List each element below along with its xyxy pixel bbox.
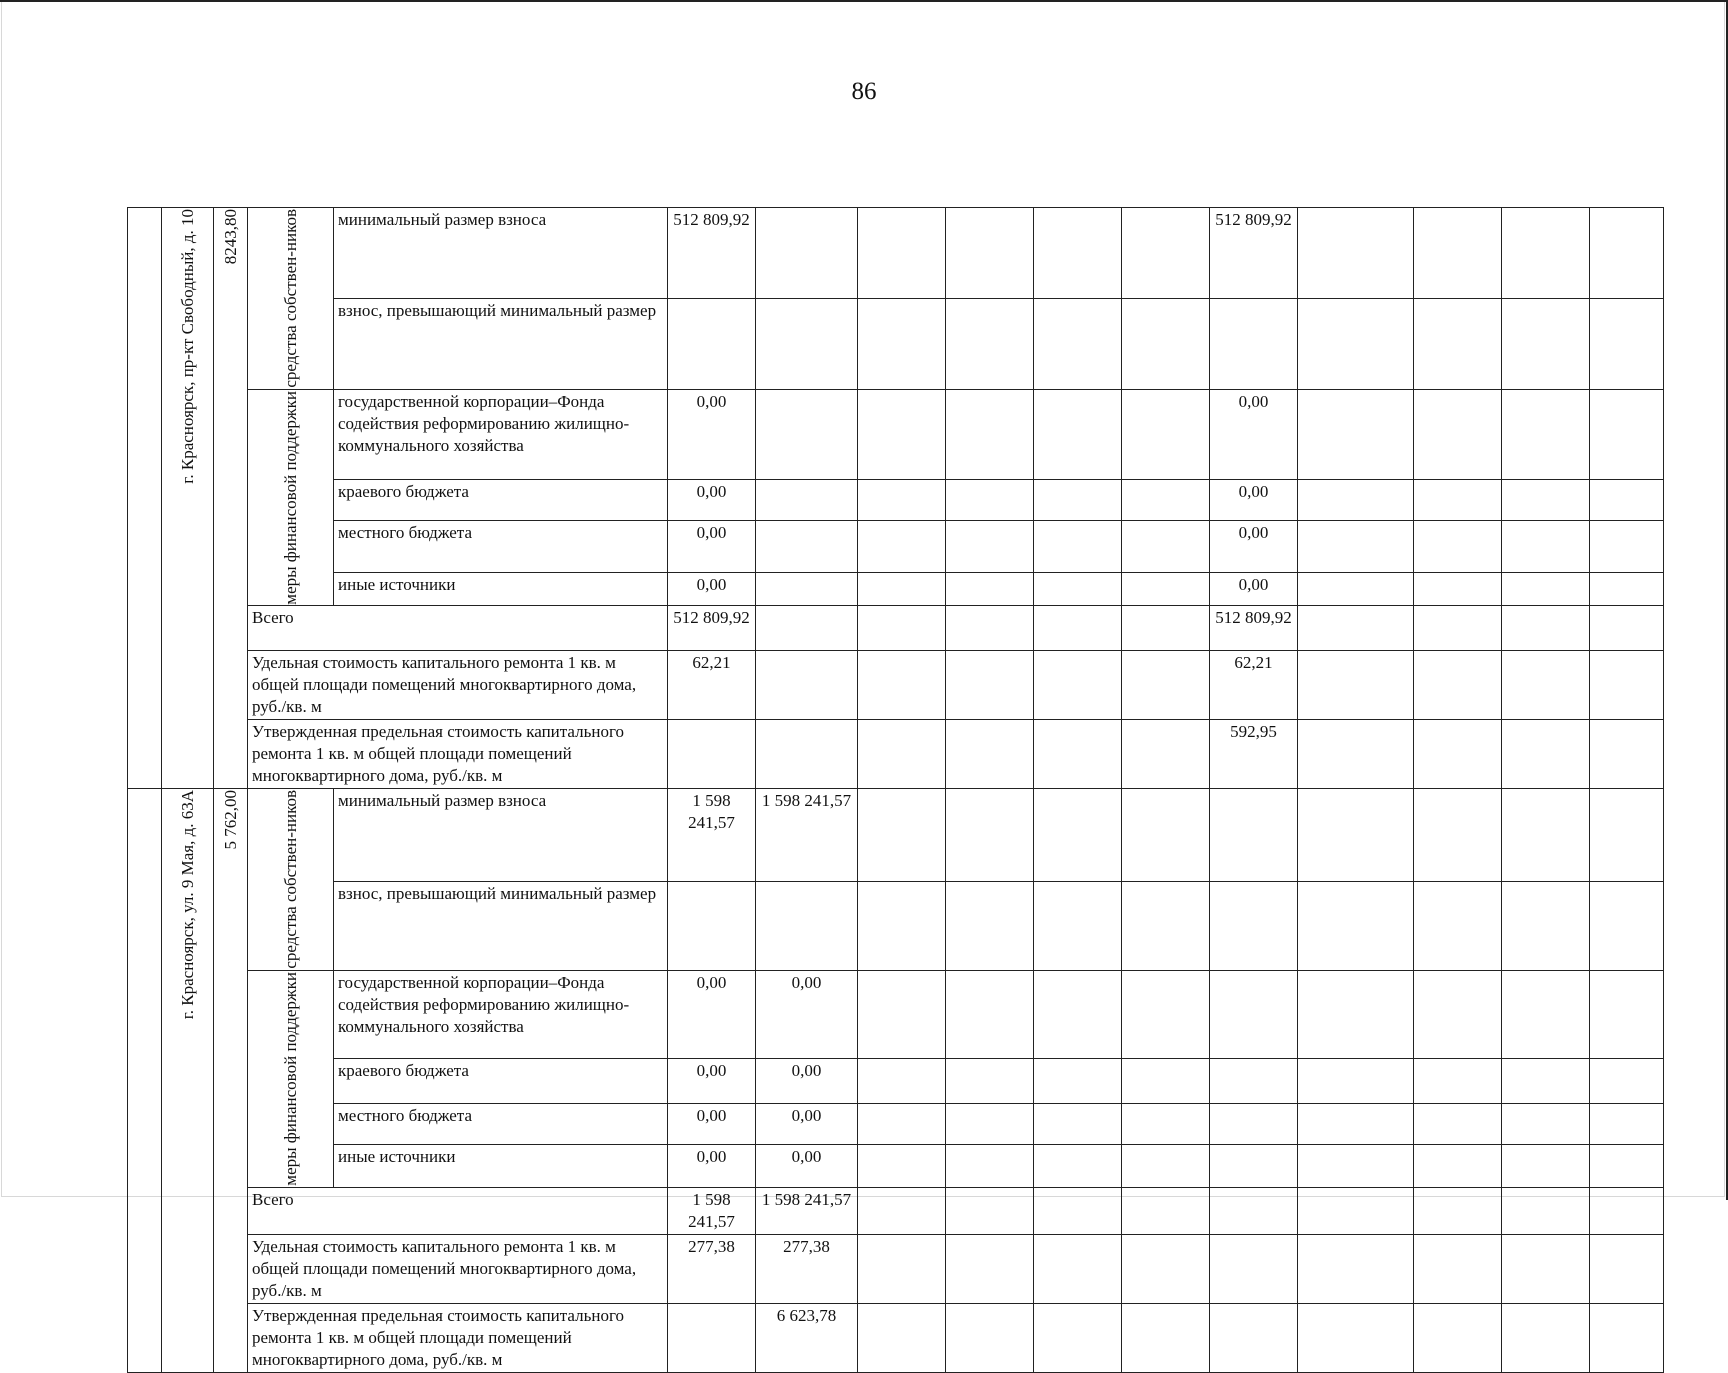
table-row (128, 1234, 1664, 1303)
value-cell (1210, 1145, 1298, 1187)
index-cell (128, 789, 162, 1372)
row-label: Утвержденная предельная стоимость капитального ремонта 1 кв. м общей площади помещений многоквартирного дома, руб./кв. м (248, 720, 668, 789)
area-cell: 5 762,00 (214, 789, 248, 1372)
index-cell (128, 208, 162, 789)
value-cell: 6 623,78 (756, 1303, 858, 1372)
value-cell: 277,38 (756, 1234, 858, 1303)
row-label: государственной корпорации–Фонда содействия реформированию жилищно-коммунального хозяйства (334, 389, 668, 480)
support-label: меры финансовой поддержки (248, 970, 334, 1187)
value-cell (756, 520, 858, 573)
value-cell (668, 1303, 756, 1372)
value-cell: 592,95 (1210, 720, 1298, 789)
row-label: Удельная стоимость капитального ремонта 1 кв. м общей площади помещений многоквартирного дома, руб./кв. м (248, 651, 668, 720)
table-row (128, 651, 1664, 720)
table-row (128, 298, 1664, 389)
value-cell: 0,00 (1210, 573, 1298, 606)
value-cell: 0,00 (1210, 389, 1298, 480)
value-cell: 0,00 (756, 1145, 858, 1187)
row-label: краевого бюджета (334, 1059, 668, 1104)
value-cell (1210, 298, 1298, 389)
row-label: краевого бюджета (334, 480, 668, 521)
row-label: взнос, превышающий минимальный размер (334, 298, 668, 389)
value-cell: 0,00 (1210, 520, 1298, 573)
value-cell: 62,21 (1210, 651, 1298, 720)
value-cell (756, 389, 858, 480)
value-cell (756, 480, 858, 521)
table-row (128, 970, 1664, 1058)
value-cell (756, 208, 858, 299)
row-label: иные источники (334, 1145, 668, 1187)
value-cell: 0,00 (668, 1104, 756, 1145)
address-cell: г. Красноярск, ул. 9 Мая, д. 63А (162, 789, 214, 1372)
table-row (128, 389, 1664, 480)
row-label: местного бюджета (334, 520, 668, 573)
area-cell: 8243,80 (214, 208, 248, 789)
row-label: Всего (248, 1187, 668, 1234)
value-cell: 0,00 (668, 970, 756, 1058)
value-cell: 0,00 (668, 1059, 756, 1104)
value-cell (1210, 1059, 1298, 1104)
value-cell: 0,00 (756, 1104, 858, 1145)
value-cell: 512 809,92 (668, 208, 756, 299)
table-row (128, 1059, 1664, 1104)
row-label: взнос, превышающий минимальный размер (334, 882, 668, 971)
value-cell: 277,38 (668, 1234, 756, 1303)
table-row (128, 1145, 1664, 1187)
value-cell: 0,00 (668, 480, 756, 521)
scan-edge-top (0, 0, 1728, 2)
value-cell: 0,00 (668, 389, 756, 480)
table-row (128, 606, 1664, 651)
owners-funds-label: средства собствен-ников (248, 208, 334, 390)
table-row (128, 882, 1664, 971)
value-cell: 1 598 241,57 (756, 1187, 858, 1234)
owners-funds-label: средства собствен-ников (248, 789, 334, 971)
value-cell (1210, 1234, 1298, 1303)
value-cell: 512 809,92 (1210, 208, 1298, 299)
row-label: Утвержденная предельная стоимость капитального ремонта 1 кв. м общей площади помещений многоквартирного дома, руб./кв. м (248, 1303, 668, 1372)
value-cell (756, 651, 858, 720)
row-label: иные источники (334, 573, 668, 606)
table-row (128, 1104, 1664, 1145)
value-cell (1210, 1187, 1298, 1234)
support-label: меры финансовой поддержки (248, 389, 334, 606)
row-label: государственной корпорации–Фонда содействия реформированию жилищно-коммунального хозяйства (334, 970, 668, 1058)
table-row (128, 573, 1664, 606)
value-cell: 1 598 241,57 (668, 789, 756, 882)
table-row (128, 208, 1664, 299)
value-cell (756, 573, 858, 606)
value-cell (756, 882, 858, 971)
value-cell: 0,00 (756, 1059, 858, 1104)
value-cell (668, 298, 756, 389)
row-label: Удельная стоимость капитального ремонта 1 кв. м общей площади помещений многоквартирного дома, руб./кв. м (248, 1234, 668, 1303)
value-cell: 1 598 241,57 (756, 789, 858, 882)
value-cell: 0,00 (756, 970, 858, 1058)
address-cell: г. Красноярск, пр-кт Свободный, д. 10 (162, 208, 214, 789)
value-cell (668, 882, 756, 971)
value-cell (756, 298, 858, 389)
value-cell (756, 606, 858, 651)
table-row (128, 1303, 1664, 1372)
capital-repair-table (127, 207, 1664, 1373)
table-row (128, 1187, 1664, 1234)
table-row (128, 520, 1664, 573)
value-cell: 512 809,92 (1210, 606, 1298, 651)
value-cell (1210, 1303, 1298, 1372)
value-cell (1210, 1104, 1298, 1145)
value-cell (1210, 970, 1298, 1058)
page-number: 86 (851, 78, 877, 105)
table-row (128, 480, 1664, 521)
value-cell: 0,00 (668, 520, 756, 573)
row-label: минимальный размер взноса (334, 208, 668, 299)
table-row (128, 720, 1664, 789)
value-cell (1210, 789, 1298, 882)
value-cell: 1 598 241,57 (668, 1187, 756, 1234)
row-label: Всего (248, 606, 668, 651)
value-cell: 512 809,92 (668, 606, 756, 651)
value-cell (668, 720, 756, 789)
row-label: минимальный размер взноса (334, 789, 668, 882)
row-label: местного бюджета (334, 1104, 668, 1145)
value-cell: 0,00 (1210, 480, 1298, 521)
value-cell: 62,21 (668, 651, 756, 720)
value-cell (1210, 882, 1298, 971)
value-cell: 0,00 (668, 1145, 756, 1187)
table-row (128, 789, 1664, 882)
value-cell: 0,00 (668, 573, 756, 606)
value-cell (756, 720, 858, 789)
